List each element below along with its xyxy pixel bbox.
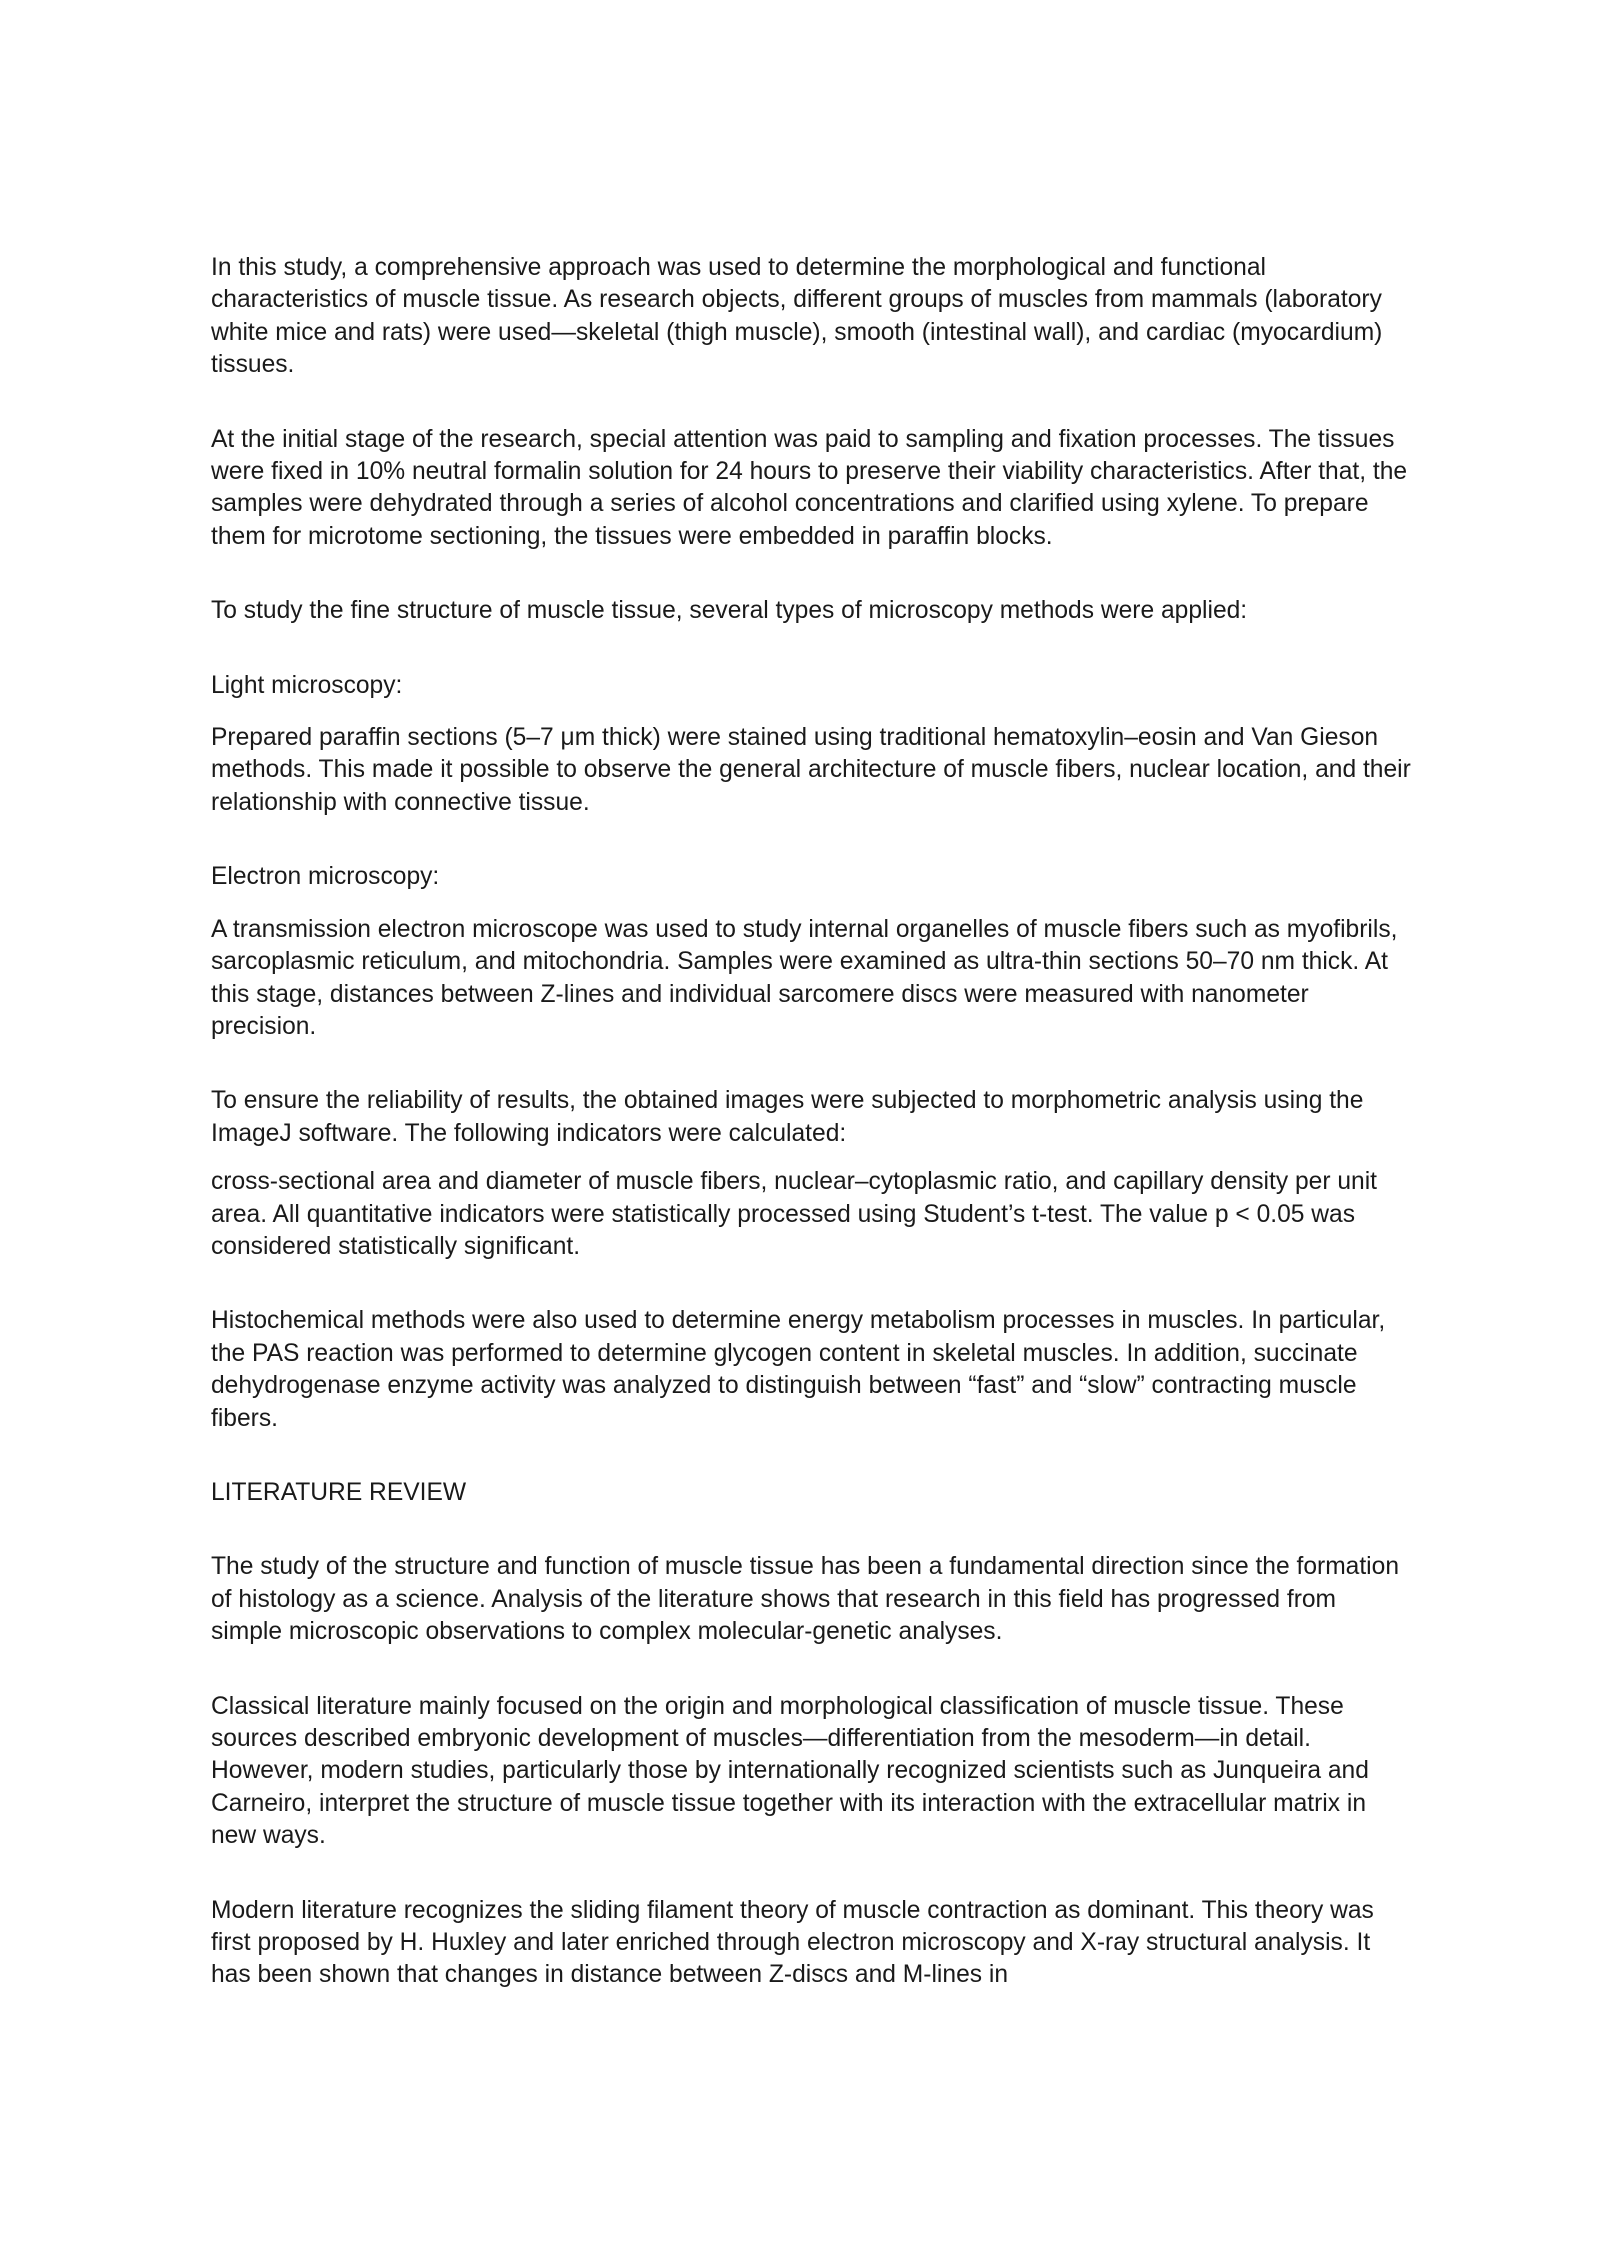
section-heading-literature-review: LITERATURE REVIEW bbox=[211, 1478, 467, 1506]
paragraph-classical-literature: Classical literature mainly focused on the origin and morphological classification of muscle tissue. These sources described embryonic development of muscles—differentiation from the mesoderm—in detail. However, modern studies, particularly those by internationally recognized scientists such as Junqueira and Carneiro, interpret the structure of muscle tissue together with its interaction with the extracellular matrix in new ways. bbox=[211, 1692, 1369, 1850]
paragraph-modern-literature: Modern literature recognizes the sliding filament theory of muscle contraction as dominant. This theory was first proposed by H. Huxley and later enriched through electron microscopy and X-ray structural analysis. It has been shown that changes in distance between Z-discs and M-lines in bbox=[211, 1896, 1374, 1989]
paragraph-literature-overview: The study of the structure and function of muscle tissue has been a fundamental direction since the formation of histology as a science. Analysis of the literature shows that research in this field has progressed from simple microscopic observations to complex molecular-genetic analyses. bbox=[211, 1553, 1400, 1646]
paragraph-study-approach: In this study, a comprehensive approach was used to determine the morphological and functional characteristics of muscle tissue. As research objects, different groups of muscles from mammals (laboratory white mice and rats) were used—skeletal (thigh muscle), smooth (intestinal wall), and cardiac (myocardium) tissues. bbox=[211, 254, 1383, 379]
paragraph-electron-microscopy: A transmission electron microscope was used to study internal organelles of muscle fibers such as myofibrils, sarcoplasmic reticulum, and mitochondria. Samples were examined as ultra-thin sections 50–70 nm thick. At this stage, distances between Z-lines and individual sarcomere discs were measured with nanometer precision. bbox=[211, 915, 1398, 1040]
paragraph-indicators: cross-sectional area and diameter of muscle fibers, nuclear–cytoplasmic ratio, and capillary density per unit area. All quantitative indicators were statistically processed using Student’s t-test. The value p < 0.05 was considered statistically significant. bbox=[211, 1168, 1378, 1260]
paragraph-histochemical-methods: Histochemical methods were also used to determine energy metabolism processes in muscles. In particular, the PAS reaction was performed to determine glycogen content in skeletal muscles. In addition, succinate dehydrogenase enzyme activity was analyzed to distinguish between “fast” and “slow” contracting muscle fibers. bbox=[211, 1307, 1386, 1432]
paragraph-microscopy-intro: To study the fine structure of muscle tissue, several types of microscopy methods were applied: bbox=[211, 597, 1248, 625]
paragraph-sampling-fixation: At the initial stage of the research, special attention was paid to sampling and fixation processes. The tissues were fixed in 10% neutral formalin solution for 24 hours to preserve their viability characteristics. After that, the samples were dehydrated through a series of alcohol concentrations and clarified using xylene. To prepare them for microtome sectioning, the tissues were embedded in paraffin blocks. bbox=[211, 425, 1408, 550]
subheading-light-microscopy: Light microscopy: bbox=[211, 671, 403, 699]
document-body bbox=[211, 252, 1411, 1992]
paragraph-light-microscopy: Prepared paraffin sections (5–7 μm thick) were stained using traditional hematoxylin–eosin and Van Gieson methods. This made it possible to observe the general architecture of muscle fibers, nuclear location, and their relationship with connective tissue. bbox=[211, 724, 1411, 816]
subheading-electron-microscopy: Electron microscopy: bbox=[211, 863, 440, 891]
paragraph-morphometric-analysis: To ensure the reliability of results, the obtained images were subjected to morphometric analysis using the ImageJ software. The following indicators were calculated: bbox=[211, 1087, 1364, 1147]
